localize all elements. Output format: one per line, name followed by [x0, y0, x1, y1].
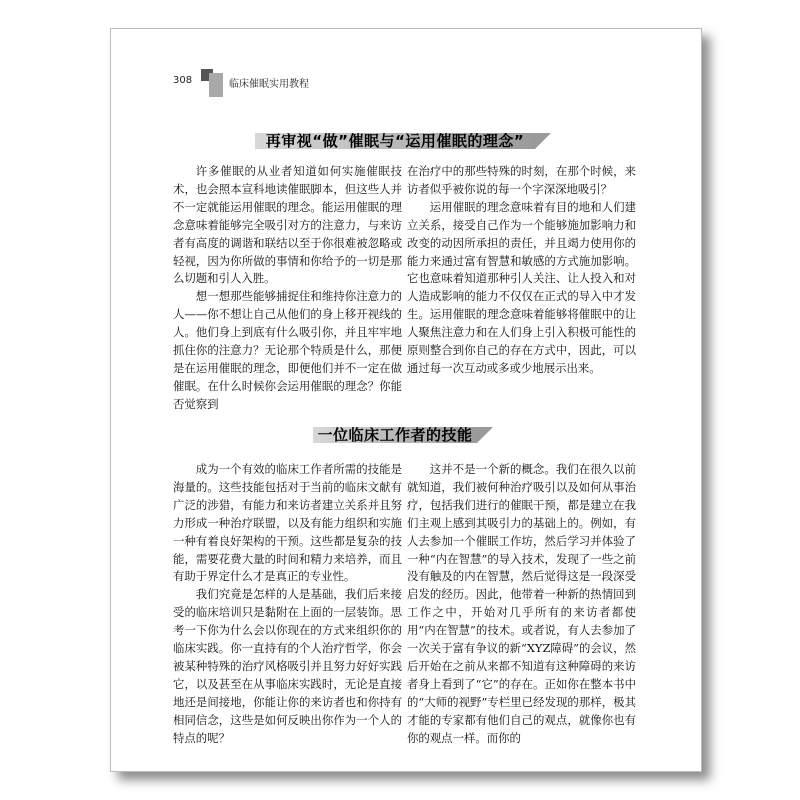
section-heading-2	[313, 423, 477, 445]
section1-left-column	[173, 163, 402, 414]
book-page	[110, 28, 702, 772]
header-ornament-light	[209, 73, 223, 97]
paragraph: 运用催眠的理念意味着有目的地和人们建立关系，接受自己作为一个能够施加影响力和改变的动因所承担的责任，并且竭力使用你的能力来通过富有智慧和敏感的方式施加影响。它也意味着知道那种引人关注、让人投入和对人造成影响的能力不仅仅在正式的导入中才发生。运用催眠的理念意味着能够将催眠中的让人聚焦注意力和在人们身上引入积极可能性的原则整合到你自己的存在方式中，因此，可以通过每一次互动或多或少地展示出来。	[407, 199, 636, 375]
paragraph: 想一想那些能够捕捉住和维持你注意力的人——你不想让自己从他们的身上移开视线的人。他们身上到底有什么吸引你，并且牢牢地抓住你的注意力？无论那个特质是什么，那便是在运用催眠的理念，即便他们并不一定在做催眠。在什么时候你会运用催眠的理念？你能否觉察到	[173, 289, 402, 411]
paragraph: 在治疗中的那些特殊的时刻，在那个时候，来访者似乎被你说的每一个字深深地吸引？	[407, 164, 636, 196]
section-heading-1	[255, 129, 535, 151]
section-heading-text: 再审视“做”催眠与“运用催眠的理念”	[265, 132, 525, 150]
page-number: 308	[173, 75, 193, 86]
section-heading-tail	[477, 427, 493, 443]
running-header-title: 临床催眠实用教程	[229, 79, 309, 90]
section2-right-column	[407, 461, 636, 748]
section-heading-tail	[535, 133, 551, 149]
paragraph: 我们究竟是怎样的人是基础，我们后来接受的临床培训只是黏附在上面的一层装饰。思考一下你为什么会以你现在的方式来组织你的临床实践。你一直持有的个人治疗哲学，你会被某种特殊的治疗风格吸引并且努力好好实践它，以及甚至在从事临床实践时，无论是直接地还是间接地，你能让你的来访者也和你持有相同信念，这些是如何反映出你作为一个人的特点的呢？	[173, 587, 402, 745]
paragraph: 这并不是一个新的概念。我们在很久以前就知道，我们被何种治疗吸引以及如何从事治疗，包括我们进行的催眠干预，都是建立在我们主观上感到其吸引力的基础上的。例如，有人去参加一个催眠工作坊，然后学习并体验了一种“内在智慧”的导入技术，发现了一些之前没有触及的内在智慧，然后觉得这是一段深受启发的经历。因此，他带着一种新的热情回到工作之中，开始对几乎所有的来访者都使用“内在智慧”的技术。或者说，有人去参加了一次关于富有争议的新“XYZ障碍”的会议，然后开始在之前从来都不知道有这种障碍的来访者身上看到了“它”的存在。正如你在整本书中的“大师的视野”专栏里已经发现的那样，极其才能的专家都有他们自己的观点，就像你也有你的观点一样。而你的	[407, 462, 636, 745]
paragraph: 许多催眠的从业者知道如何实施催眠技术，也会照本宣科地读催眠脚本，但这些人并不一定就能运用催眠的理念。能运用催眠的理念意味着能够完全吸引对方的注意力，与来访者有高度的调谐和联结以至于你很难被忽略或轻视，因为你所做的事情和你给予的一切是那么切题和引人入胜。	[173, 164, 402, 286]
section-heading-text: 一位临床工作者的技能	[317, 426, 473, 444]
paragraph: 成为一个有效的临床工作者所需的技能是海量的。这些技能包括对于当前的临床文献有广泛的涉猎，有能力和来访者建立关系并且努力形成一种治疗联盟，以及有能力组织和实施一种有着良好架构的干预。这些都是复杂的技能，需要花费大量的时间和精力来培养，而且有助于界定什么才是真正的专业性。	[173, 462, 402, 584]
section1-right-column	[407, 163, 636, 378]
section2-left-column	[173, 461, 402, 748]
